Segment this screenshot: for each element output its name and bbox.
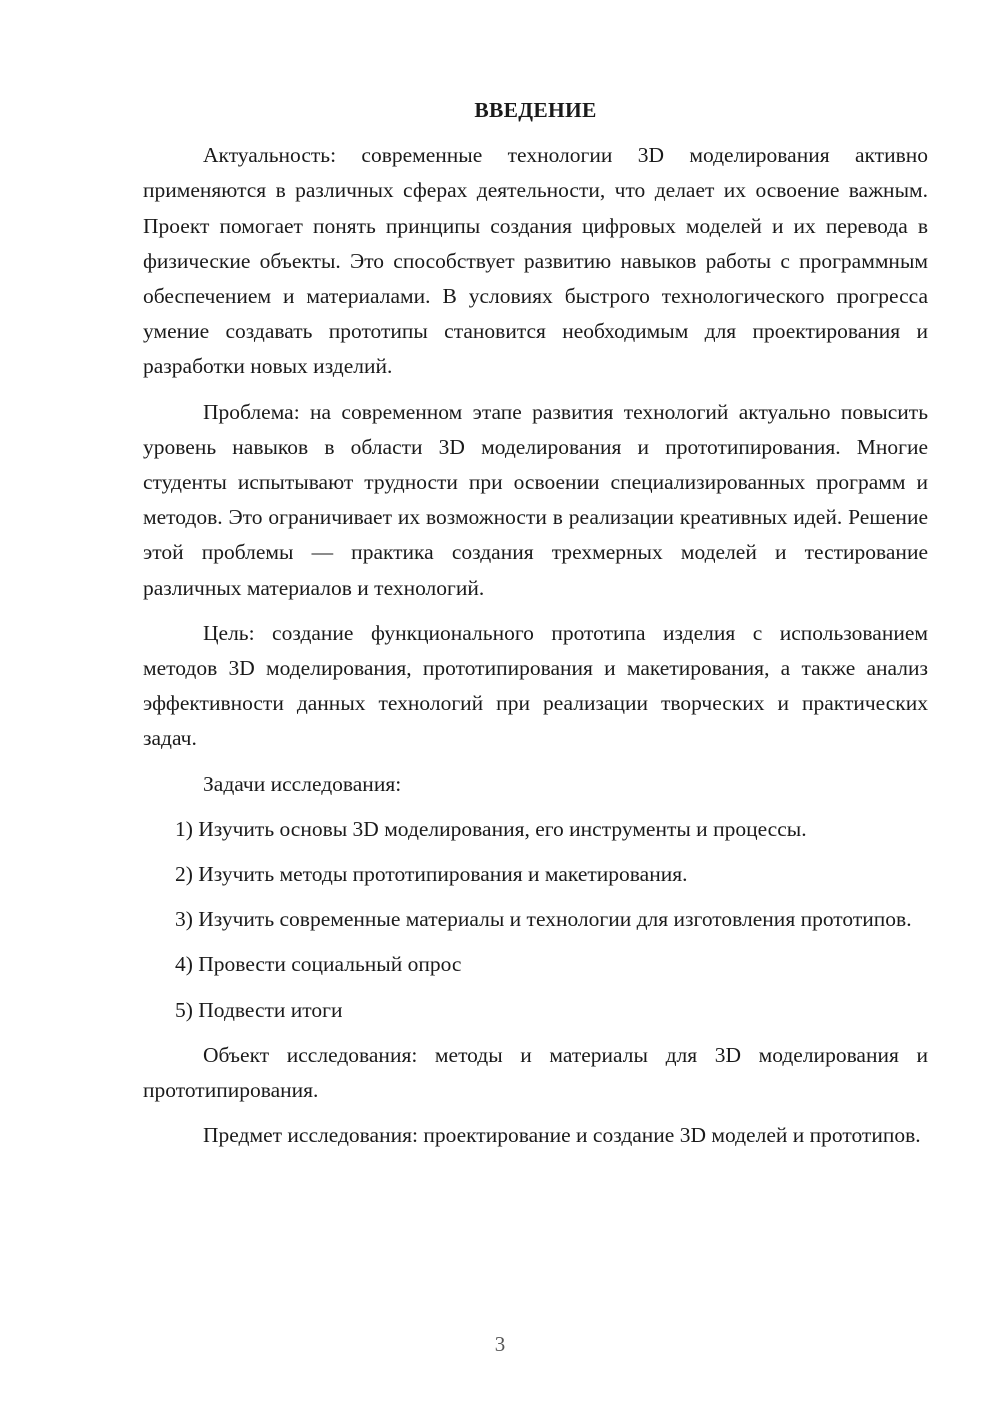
object-paragraph: Объект исследования: методы и материалы для 3D моделирования и прототипирования.: [143, 1042, 928, 1103]
tasks-heading: Задачи исследования:: [203, 771, 402, 796]
problem-paragraph: Проблема: на современном этапе развития технологий актуально повысить уровень навыков в области 3D моделирования и прототипирования. Многие студенты испытывают трудности при освоении специализированных программ и методов. Это ограничивает их возможности в реализации креативных идей. Решение этой проблемы — практика создания трехмерных моделей и тестирование различных материалов и технологий.: [143, 399, 928, 600]
task-item: 5) Подвести итоги: [175, 997, 343, 1022]
relevance-paragraph: Актуальность: современные технологии 3D моделирования активно применяются в различных сферах деятельности, что делает их освоение важным. Проект помогает понять принципы создания цифровых моделей и их перевода в физические объекты. Это способствует развитию навыков работы с программным обеспечением и материалами. В условиях быстрого технологического прогресса умение создавать прототипы становится необходимым для проектирования и разработки новых изделий.: [143, 143, 928, 379]
task-item: 4) Провести социальный опрос: [175, 952, 462, 977]
task-item: 1) Изучить основы 3D моделирования, его инструменты и процессы.: [175, 816, 807, 841]
goal-paragraph: Цель: создание функционального прототипа изделия с использованием методов 3D моделирования, прототипирования и макетирования, а также анализ эффективности данных технологий при реализации творческих и практических задач.: [143, 620, 928, 751]
task-item: 3) Изучить современные материалы и технологии для изготовления прототипов.: [175, 907, 912, 932]
document-body: [143, 93, 928, 1163]
subject-paragraph: Предмет исследования: проектирование и создание 3D моделей и прототипов.: [203, 1123, 921, 1148]
section-title: ВВЕДЕНИЕ: [474, 98, 597, 122]
task-item: 2) Изучить методы прототипирования и макетирования.: [175, 862, 688, 887]
page-number: 3: [494, 1332, 506, 1356]
